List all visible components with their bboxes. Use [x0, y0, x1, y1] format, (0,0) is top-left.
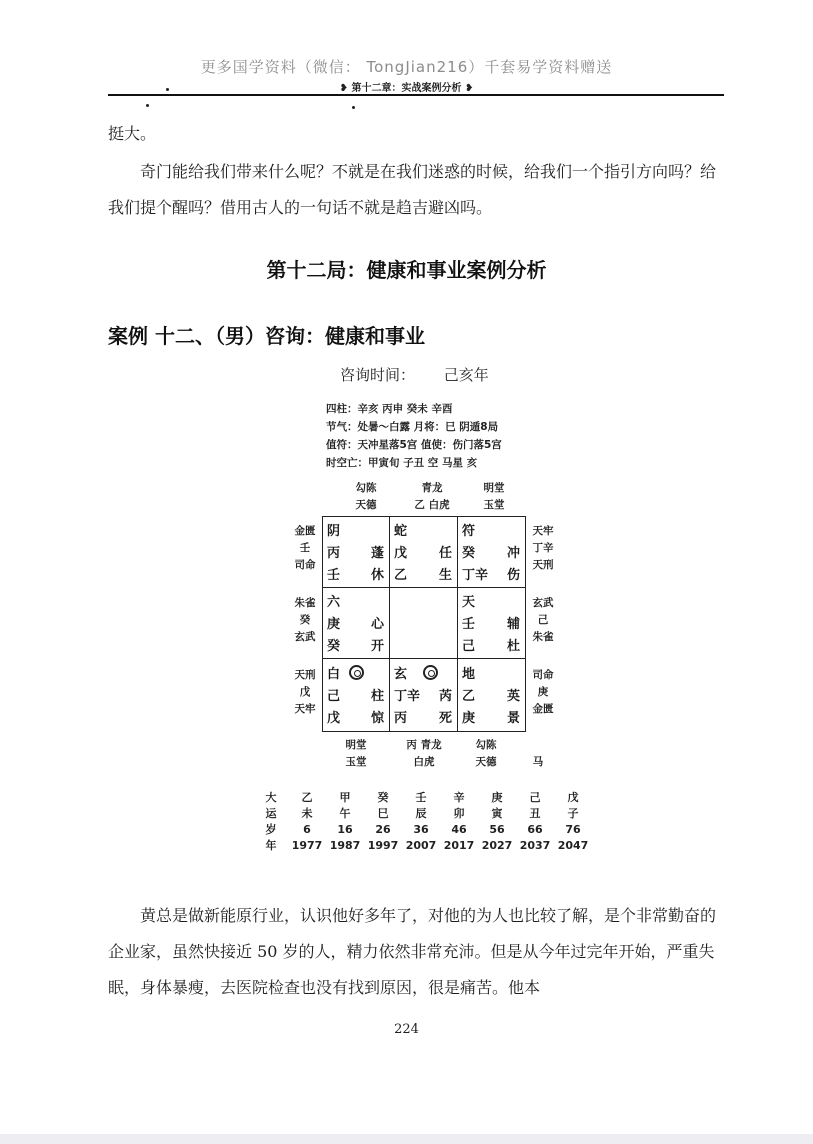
dayun-column: 辛 卯 46 2017 — [443, 791, 475, 852]
consult-time — [340, 364, 489, 385]
palace-bm-door: 死 — [439, 711, 453, 726]
double-circle-icon — [423, 665, 438, 680]
palace-ml-sky: 庚 — [327, 617, 341, 632]
palace-tm-sky: 戊 — [394, 546, 408, 561]
scan-speck — [352, 106, 355, 109]
consult-time-value: 己亥年 — [443, 366, 489, 384]
chart-info-line: 节气：处暑～白露 月将：巳 阴遁8局 — [326, 421, 499, 433]
palace-tm-door: 生 — [439, 568, 453, 583]
page-number: 224 — [394, 1022, 419, 1037]
palace-tm-god: 蛇 — [394, 524, 408, 539]
side-label-right-bot: 司命 庚 金匮 — [532, 669, 554, 715]
palace-br-god: 地 — [462, 667, 476, 682]
palace-tl-sky: 丙 — [327, 546, 341, 561]
palace-tl-star: 蓬 — [371, 546, 385, 561]
top-label-mid: 青龙 乙 白虎 — [414, 482, 450, 511]
palace-tm-star: 任 — [439, 546, 453, 561]
grid-line — [389, 517, 390, 731]
palace-mr-god: 天 — [462, 595, 476, 610]
top-label-right: 明堂 玉堂 — [483, 482, 505, 511]
qimen-palace-grid — [322, 516, 526, 732]
dayun-column: 戊 子 76 2047 — [557, 791, 589, 852]
palace-mr-star: 辅 — [507, 617, 521, 632]
case-title: 案例 十二、（男）咨询：健康和事业 — [108, 324, 425, 348]
palace-tl-earth: 壬 — [327, 568, 341, 583]
palace-tr-earth: 丁辛 — [462, 568, 489, 583]
viewer-bottom-strip — [0, 1134, 813, 1144]
grid-line — [323, 587, 525, 588]
dayun-column: 庚 寅 56 2027 — [481, 791, 513, 852]
bottom-label-right: 勾陈 天德 — [475, 739, 497, 768]
palace-bl-sky: 己 — [327, 689, 341, 704]
palace-bm-god: 玄 — [394, 667, 408, 682]
story-paragraph: 黄总是做新能原行业，认识他好多年了，对他的为人也比较了解，是个非常勤奋的企业家，虽然快接近 50 岁的人，精力依然非常充沛。但是从今年过完年开始，严重失眠，身体暴瘦，去医院检查也没有找到原因，很是痛苦。他本 — [108, 906, 717, 997]
bottom-label-mid: 丙 青龙 白虎 — [406, 739, 442, 768]
header-rule — [108, 94, 724, 96]
scan-speck — [166, 88, 169, 91]
chart-info-line: 时空亡：甲寅旬 子丑 空 马星 亥 — [326, 457, 478, 469]
palace-tr-door: 伤 — [507, 568, 521, 583]
palace-tr-sky: 癸 — [462, 546, 476, 561]
dayun-column: 乙 未 6 1977 — [291, 791, 323, 852]
dayun-column: 甲 午 16 1987 — [329, 791, 361, 852]
palace-br-star: 英 — [507, 689, 521, 704]
section-title: 第十二局：健康和事业案例分析 — [266, 258, 547, 282]
palace-mr-door: 杜 — [507, 639, 521, 654]
consult-time-label: 咨询时间： — [340, 366, 416, 384]
palace-bm-earth: 丙 — [394, 711, 408, 726]
running-header: ❥ 第十二章：实战案例分析 ❥ — [339, 83, 474, 94]
palace-tr-star: 冲 — [507, 546, 521, 561]
palace-mr-earth: 己 — [462, 639, 476, 654]
double-circle-icon — [349, 665, 364, 680]
side-label-left-bot: 天刑 戊 天牢 — [294, 669, 316, 715]
palace-ml-star: 心 — [371, 617, 385, 632]
palace-bl-earth: 戊 — [327, 711, 341, 726]
palace-bl-door: 惊 — [371, 711, 385, 726]
palace-mr-sky: 壬 — [462, 617, 476, 632]
palace-bm-star: 芮 — [439, 689, 453, 704]
palace-tm-earth: 乙 — [394, 568, 408, 583]
intro-line: 挺大。 — [108, 124, 157, 143]
side-label-left-mid: 朱雀 癸 玄武 — [294, 597, 316, 643]
palace-br-sky: 乙 — [462, 689, 476, 704]
horse-star-label: 马 — [532, 756, 544, 768]
palace-tl-door: 休 — [371, 568, 385, 583]
top-label-left: 勾陈 天德 — [355, 482, 377, 511]
dayun-label: 大 运 岁 年 — [265, 791, 277, 852]
chart-info-line: 值符：天冲星落5宫 值使：伤门落5宫 — [326, 439, 502, 451]
palace-bm-sky: 丁辛 — [394, 689, 421, 704]
intro-paragraph: 奇门能给我们带来什么呢？不就是在我们迷惑的时候，给我们一个指引方向吗？给我们提个醒吗？借用古人的一句话不就是趋吉避凶吗。 — [108, 162, 717, 217]
palace-bl-god: 白 — [327, 667, 341, 682]
palace-ml-earth: 癸 — [327, 639, 341, 654]
dayun-column: 癸 巳 26 1997 — [367, 791, 399, 852]
grid-line — [323, 658, 525, 659]
palace-ml-god: 六 — [327, 595, 341, 610]
palace-tr-god: 符 — [462, 524, 476, 539]
side-label-right-top: 天牢 丁辛 天刑 — [532, 525, 554, 571]
grid-line — [457, 517, 458, 731]
palace-bl-star: 柱 — [371, 689, 385, 704]
side-label-right-mid: 玄武 己 朱雀 — [532, 597, 554, 643]
palace-br-door: 景 — [507, 711, 521, 726]
palace-ml-door: 开 — [371, 639, 385, 654]
side-label-left-top: 金匮 壬 司命 — [294, 525, 316, 571]
dayun-column: 己 丑 66 2037 — [519, 791, 551, 852]
scan-speck — [146, 104, 149, 107]
watermark-text: 更多国学资料（微信： TongJian216）千套易学资料赠送 — [200, 58, 613, 76]
palace-br-earth: 庚 — [462, 711, 476, 726]
chart-info-line: 四柱：辛亥 丙申 癸未 辛酉 — [326, 403, 453, 415]
bottom-label-left: 明堂 玉堂 — [345, 739, 367, 768]
palace-tl-god: 阴 — [327, 524, 341, 539]
dayun-column: 壬 辰 36 2007 — [405, 791, 437, 852]
